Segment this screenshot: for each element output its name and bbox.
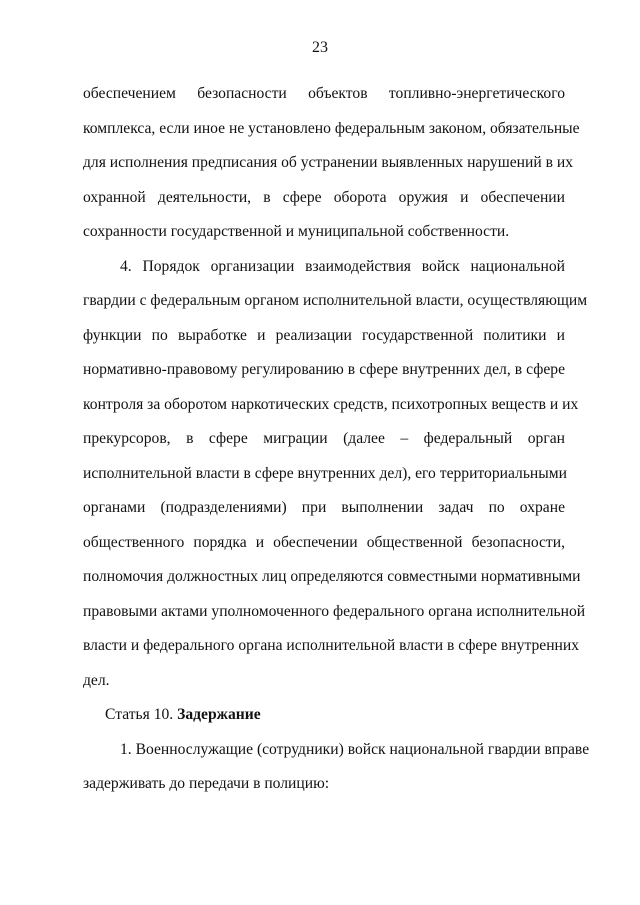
text-line: власти и федерального органа исполнительной власти в сфере внутренних [83,637,580,654]
text-line: гвардии с федеральным органом исполнительной власти, осуществляющим [83,292,588,309]
text-line: органами (подразделениями) при выполнении задач по охране [83,499,565,516]
article-heading [83,698,565,733]
text-line: 1. Военнослужащие (сотрудники) войск национальной гвардии вправе [120,740,590,758]
text-line: исполнительной власти в сфере внутренних дел), его территориальными [83,464,567,482]
text-line: дел. [83,671,110,689]
text-line: полномочия должностных лиц определяются совместными нормативными [83,568,581,585]
text-line: сохранности государственной и муниципальной собственности. [83,223,510,240]
text-line: функции по выработке и реализации государственной политики и [83,326,565,344]
text-line: правовыми актами уполномоченного федерального органа исполнительной [83,602,586,620]
text-line: нормативно-правовому регулированию в сфере внутренних дел, в сфере [83,361,565,378]
paragraph-4 [83,250,588,699]
text-line: комплекса, если иное не установлено федеральным законом, обязательные [83,119,580,137]
text-line: общественного порядка и обеспечении общественной безопасности, [83,533,565,551]
paragraph-continued [83,77,580,250]
text-line: для исполнения предписания об устранении выявленных нарушений в их [83,154,573,171]
article-title: Задержание [177,706,261,723]
text-line: охранной деятельности, в сфере оборота оружия и обеспечении [83,188,565,206]
page-number: 23 [312,39,328,56]
text-line: задерживать до передачи в полицию: [83,775,330,792]
text-line: контроля за оборотом наркотических средств, психотропных веществ и их [83,395,579,413]
text-line: прекурсоров, в сфере миграции (далее – федеральный орган [83,430,565,447]
article-number: Статья 10. [105,706,174,723]
text-line: 4. Порядок организации взаимодействия войск национальной [120,257,565,275]
text-line: обеспечением безопасности объектов топливно-энергетического [83,85,565,102]
paragraph-article-10-1 [83,733,590,802]
document-body [83,77,590,802]
